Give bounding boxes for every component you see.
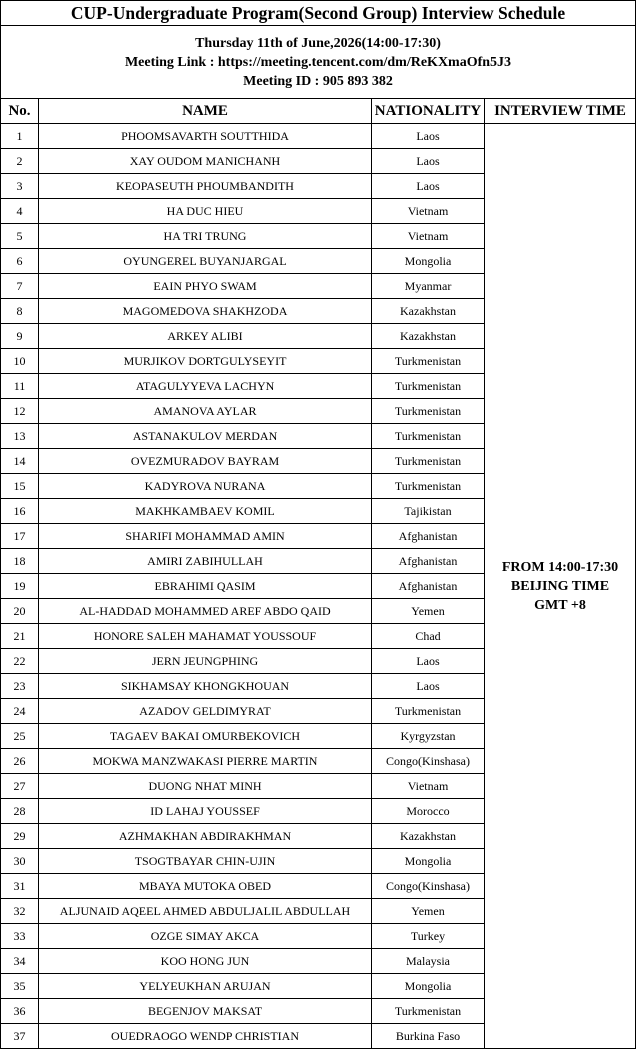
row-nationality: Morocco (372, 799, 485, 824)
page-title: CUP-Undergraduate Program(Second Group) Interview Schedule (1, 1, 636, 26)
row-name: XAY OUDOM MANICHANH (39, 149, 372, 174)
row-nationality: Turkmenistan (372, 374, 485, 399)
row-nationality: Kazakhstan (372, 299, 485, 324)
row-name: OZGE SIMAY AKCA (39, 924, 372, 949)
row-nationality: Mongolia (372, 974, 485, 999)
row-nationality: Mongolia (372, 849, 485, 874)
row-name: MBAYA MUTOKA OBED (39, 874, 372, 899)
row-name: MURJIKOV DORTGULYSEYIT (39, 349, 372, 374)
row-number: 17 (1, 524, 39, 549)
row-name: OYUNGEREL BUYANJARGAL (39, 249, 372, 274)
row-name: AMIRI ZABIHULLAH (39, 549, 372, 574)
row-name: ATAGULYYEVA LACHYN (39, 374, 372, 399)
row-number: 10 (1, 349, 39, 374)
header-name: NAME (39, 99, 372, 124)
row-number: 24 (1, 699, 39, 724)
row-nationality: Laos (372, 149, 485, 174)
row-nationality: Laos (372, 124, 485, 149)
row-name: TAGAEV BAKAI OMURBEKOVICH (39, 724, 372, 749)
row-nationality: Afghanistan (372, 524, 485, 549)
row-number: 4 (1, 199, 39, 224)
row-number: 22 (1, 649, 39, 674)
row-number: 16 (1, 499, 39, 524)
row-number: 8 (1, 299, 39, 324)
header-interview-time: INTERVIEW TIME (485, 99, 636, 124)
row-nationality: Myanmar (372, 274, 485, 299)
row-name: JERN JEUNGPHING (39, 649, 372, 674)
row-name: YELYEUKHAN ARUJAN (39, 974, 372, 999)
row-number: 21 (1, 624, 39, 649)
row-number: 26 (1, 749, 39, 774)
row-name: HA DUC HIEU (39, 199, 372, 224)
row-nationality: Kazakhstan (372, 324, 485, 349)
row-number: 23 (1, 674, 39, 699)
row-nationality: Laos (372, 649, 485, 674)
row-number: 19 (1, 574, 39, 599)
row-nationality: Tajikistan (372, 499, 485, 524)
interview-time-line2: BEIJING TIME (510, 578, 610, 594)
row-name: KEOPASEUTH PHOUMBANDITH (39, 174, 372, 199)
row-number: 27 (1, 774, 39, 799)
row-number: 31 (1, 874, 39, 899)
interview-time-line1: FROM 14:00-17:30 (501, 559, 619, 575)
table-row (1, 124, 636, 149)
row-number: 20 (1, 599, 39, 624)
row-nationality: Turkmenistan (372, 349, 485, 374)
row-name: SIKHAMSAY KHONGKHOUAN (39, 674, 372, 699)
row-nationality: Turkey (372, 924, 485, 949)
row-name: ALJUNAID AQEEL AHMED ABDULJALIL ABDULLAH (39, 899, 372, 924)
table-header-row (1, 99, 636, 124)
row-nationality: Turkmenistan (372, 449, 485, 474)
row-name: SHARIFI MOHAMMAD AMIN (39, 524, 372, 549)
interview-time-line3: GMT +8 (534, 597, 586, 613)
row-nationality: Yemen (372, 899, 485, 924)
header-no: No. (1, 99, 39, 124)
row-name: KOO HONG JUN (39, 949, 372, 974)
row-nationality: Turkmenistan (372, 699, 485, 724)
row-nationality: Vietnam (372, 224, 485, 249)
row-nationality: Congo(Kinshasa) (372, 749, 485, 774)
row-number: 7 (1, 274, 39, 299)
row-name: AL-HADDAD MOHAMMED AREF ABDO QAID (39, 599, 372, 624)
interview-time-cell (485, 124, 636, 1049)
row-nationality: Vietnam (372, 774, 485, 799)
row-number: 1 (1, 124, 39, 149)
row-name: AZHMAKHAN ABDIRAKHMAN (39, 824, 372, 849)
row-number: 2 (1, 149, 39, 174)
row-name: MAKHKAMBAEV KOMIL (39, 499, 372, 524)
row-name: EBRAHIMI QASIM (39, 574, 372, 599)
row-nationality: Laos (372, 674, 485, 699)
row-name: HONORE SALEH MAHAMAT YOUSSOUF (39, 624, 372, 649)
row-number: 12 (1, 399, 39, 424)
row-name: PHOOMSAVARTH SOUTTHIDA (39, 124, 372, 149)
row-nationality: Burkina Faso (372, 1024, 485, 1049)
row-number: 37 (1, 1024, 39, 1049)
row-name: MAGOMEDOVA SHAKHZODA (39, 299, 372, 324)
row-name: EAIN PHYO SWAM (39, 274, 372, 299)
row-number: 15 (1, 474, 39, 499)
row-nationality: Turkmenistan (372, 474, 485, 499)
row-nationality: Yemen (372, 599, 485, 624)
row-number: 36 (1, 999, 39, 1024)
row-nationality: Turkmenistan (372, 399, 485, 424)
meeting-info (1, 26, 636, 99)
row-name: HA TRI TRUNG (39, 224, 372, 249)
row-nationality: Malaysia (372, 949, 485, 974)
row-name: MOKWA MANZWAKASI PIERRE MARTIN (39, 749, 372, 774)
row-nationality: Afghanistan (372, 549, 485, 574)
row-number: 35 (1, 974, 39, 999)
row-number: 33 (1, 924, 39, 949)
row-name: TSOGTBAYAR CHIN-UJIN (39, 849, 372, 874)
meeting-link[interactable]: Meeting Link : https://meeting.tencent.com/dm/ReKXmaOfn5J3 (124, 54, 512, 70)
row-nationality: Laos (372, 174, 485, 199)
row-number: 14 (1, 449, 39, 474)
row-name: AMANOVA AYLAR (39, 399, 372, 424)
row-nationality: Kyrgyzstan (372, 724, 485, 749)
row-number: 30 (1, 849, 39, 874)
row-name: DUONG NHAT MINH (39, 774, 372, 799)
meeting-id: Meeting ID : 905 893 382 (243, 73, 393, 89)
row-name: OUEDRAOGO WENDP CHRISTIAN (39, 1024, 372, 1049)
row-number: 5 (1, 224, 39, 249)
row-number: 6 (1, 249, 39, 274)
row-nationality: Congo(Kinshasa) (372, 874, 485, 899)
row-nationality: Vietnam (372, 199, 485, 224)
row-number: 29 (1, 824, 39, 849)
row-nationality: Chad (372, 624, 485, 649)
header-nationality: NATIONALITY (372, 99, 485, 124)
row-nationality: Mongolia (372, 249, 485, 274)
row-nationality: Kazakhstan (372, 824, 485, 849)
row-name: ID LAHAJ YOUSSEF (39, 799, 372, 824)
row-name: KADYROVA NURANA (39, 474, 372, 499)
row-number: 25 (1, 724, 39, 749)
row-name: ARKEY ALIBI (39, 324, 372, 349)
row-name: AZADOV GELDIMYRAT (39, 699, 372, 724)
row-name: ASTANAKULOV MERDAN (39, 424, 372, 449)
row-number: 3 (1, 174, 39, 199)
row-number: 11 (1, 374, 39, 399)
row-number: 32 (1, 899, 39, 924)
row-nationality: Turkmenistan (372, 999, 485, 1024)
row-nationality: Afghanistan (372, 574, 485, 599)
row-number: 18 (1, 549, 39, 574)
row-name: OVEZMURADOV BAYRAM (39, 449, 372, 474)
row-number: 9 (1, 324, 39, 349)
meeting-date: Thursday 11th of June,2026(14:00-17:30) (195, 35, 441, 51)
row-nationality: Turkmenistan (372, 424, 485, 449)
row-number: 34 (1, 949, 39, 974)
row-number: 28 (1, 799, 39, 824)
row-number: 13 (1, 424, 39, 449)
row-name: BEGENJOV MAKSAT (39, 999, 372, 1024)
